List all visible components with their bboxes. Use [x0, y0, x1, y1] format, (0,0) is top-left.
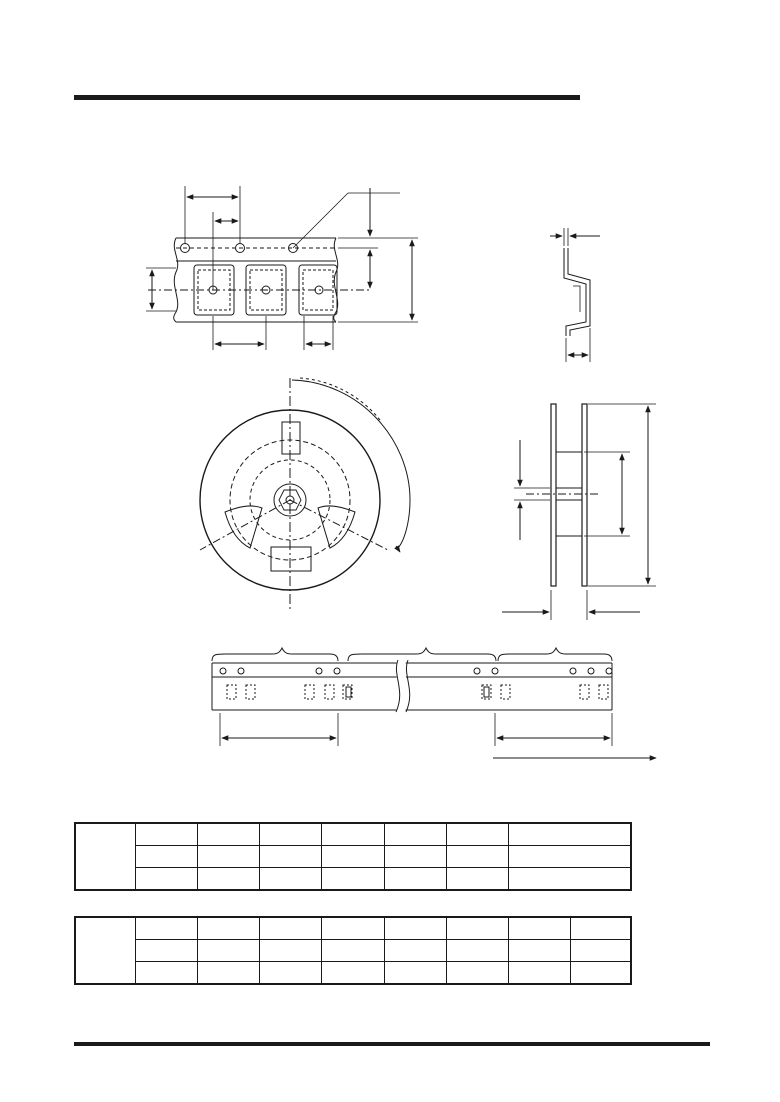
table-cell — [509, 823, 631, 846]
table-row — [75, 917, 631, 940]
table-cell — [260, 823, 322, 846]
table-cell — [509, 917, 571, 940]
table-cell — [135, 917, 197, 940]
table-cell — [384, 823, 446, 846]
reel-side-view — [502, 404, 656, 620]
leader-trailer-tape — [212, 648, 656, 758]
table-cell — [571, 917, 631, 940]
table-cell — [260, 846, 322, 868]
carrier-tape-side-section — [550, 228, 600, 362]
table-header-cell — [75, 917, 135, 984]
reel-front-view — [200, 378, 410, 612]
table-cell — [509, 846, 631, 868]
table-cell — [322, 940, 384, 962]
table-cell — [322, 823, 384, 846]
table-cell — [322, 917, 384, 940]
table-cell — [384, 940, 446, 962]
table-cell — [446, 940, 508, 962]
table-header-cell — [75, 823, 135, 890]
table-cell — [446, 846, 508, 868]
table-row — [75, 940, 631, 962]
table-cell — [384, 868, 446, 891]
table-row — [75, 846, 631, 868]
table-row — [75, 823, 631, 846]
reel-dimensions-table — [74, 916, 632, 985]
footer-rule — [74, 1042, 710, 1046]
table-cell — [135, 962, 197, 985]
table-cell — [571, 962, 631, 985]
table-cell — [197, 940, 259, 962]
table-cell — [446, 868, 508, 891]
table-cell — [260, 868, 322, 891]
table-cell — [509, 962, 571, 985]
table-cell — [446, 823, 508, 846]
table-cell — [384, 917, 446, 940]
table-cell — [509, 940, 571, 962]
table-cell — [322, 868, 384, 891]
table-cell — [446, 917, 508, 940]
carrier-tape-dimensions-table — [74, 822, 632, 891]
table-cell — [322, 962, 384, 985]
table-cell — [571, 940, 631, 962]
table-cell — [197, 846, 259, 868]
table-cell — [135, 846, 197, 868]
carrier-tape-top-view — [146, 186, 418, 350]
table-cell — [197, 868, 259, 891]
table-cell — [260, 940, 322, 962]
table-cell — [509, 868, 631, 891]
table-cell — [384, 846, 446, 868]
table-cell — [197, 823, 259, 846]
table-cell — [135, 823, 197, 846]
table-row — [75, 868, 631, 891]
table-cell — [197, 917, 259, 940]
table-row — [75, 962, 631, 985]
table-cell — [322, 846, 384, 868]
table-cell — [384, 962, 446, 985]
table-cell — [260, 962, 322, 985]
table-cell — [260, 917, 322, 940]
table-cell — [135, 868, 197, 891]
table-cell — [135, 940, 197, 962]
table-cell — [446, 962, 508, 985]
table-cell — [197, 962, 259, 985]
